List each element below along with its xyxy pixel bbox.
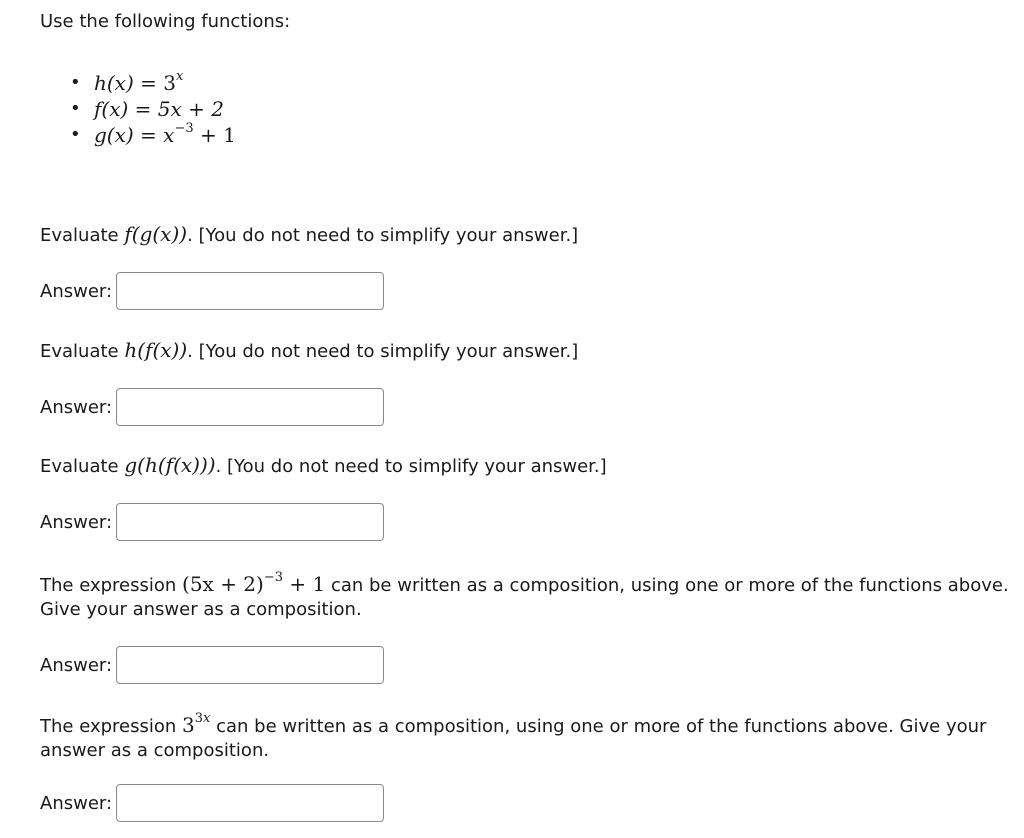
answer-input-4[interactable] [116,646,384,684]
function-h: • h(x) = 3$^x$ [70,69,184,95]
intro-text: Use the following functions: [40,11,291,32]
bullet-icon: • [70,98,81,119]
answer-label-4: Answer: [40,655,113,676]
bullet-icon: • [70,124,81,145]
answer-label-1: Answer: [40,281,113,302]
answer-label-5: Answer: [40,793,113,814]
answer-input-3[interactable] [116,503,384,541]
answer-input-5[interactable] [116,784,384,822]
composition-question-2: The expression $3^{3x}$ can be written as a composition, using one or more of the functions above. Give your answer as a composition. [40,711,987,761]
bullet-icon: • [70,72,81,93]
answer-label-2: Answer: [40,397,113,418]
function-list [64,70,236,148]
question-3: Evaluate g(h(f(x))). [You do not need to simplify your answer.] [40,453,607,477]
function-g: • $g(x) = x^{-3} + 1$ [70,121,236,147]
answer-input-1[interactable] [116,272,384,310]
composition-question-1: The expression $(5x + 2)^{-3} + 1$ can be written as a composition, using one or more of the functions above. Give your answer as a composition. [40,570,1009,620]
answer-input-2[interactable] [116,388,384,426]
question-1: Evaluate f(g(x)). [You do not need to simplify your answer.] [40,222,579,246]
function-f: • f(x) = 5x + 2 [70,97,224,121]
question-2: Evaluate h(f(x)). [You do not need to simplify your answer.] [40,338,579,362]
answer-label-3: Answer: [40,512,113,533]
